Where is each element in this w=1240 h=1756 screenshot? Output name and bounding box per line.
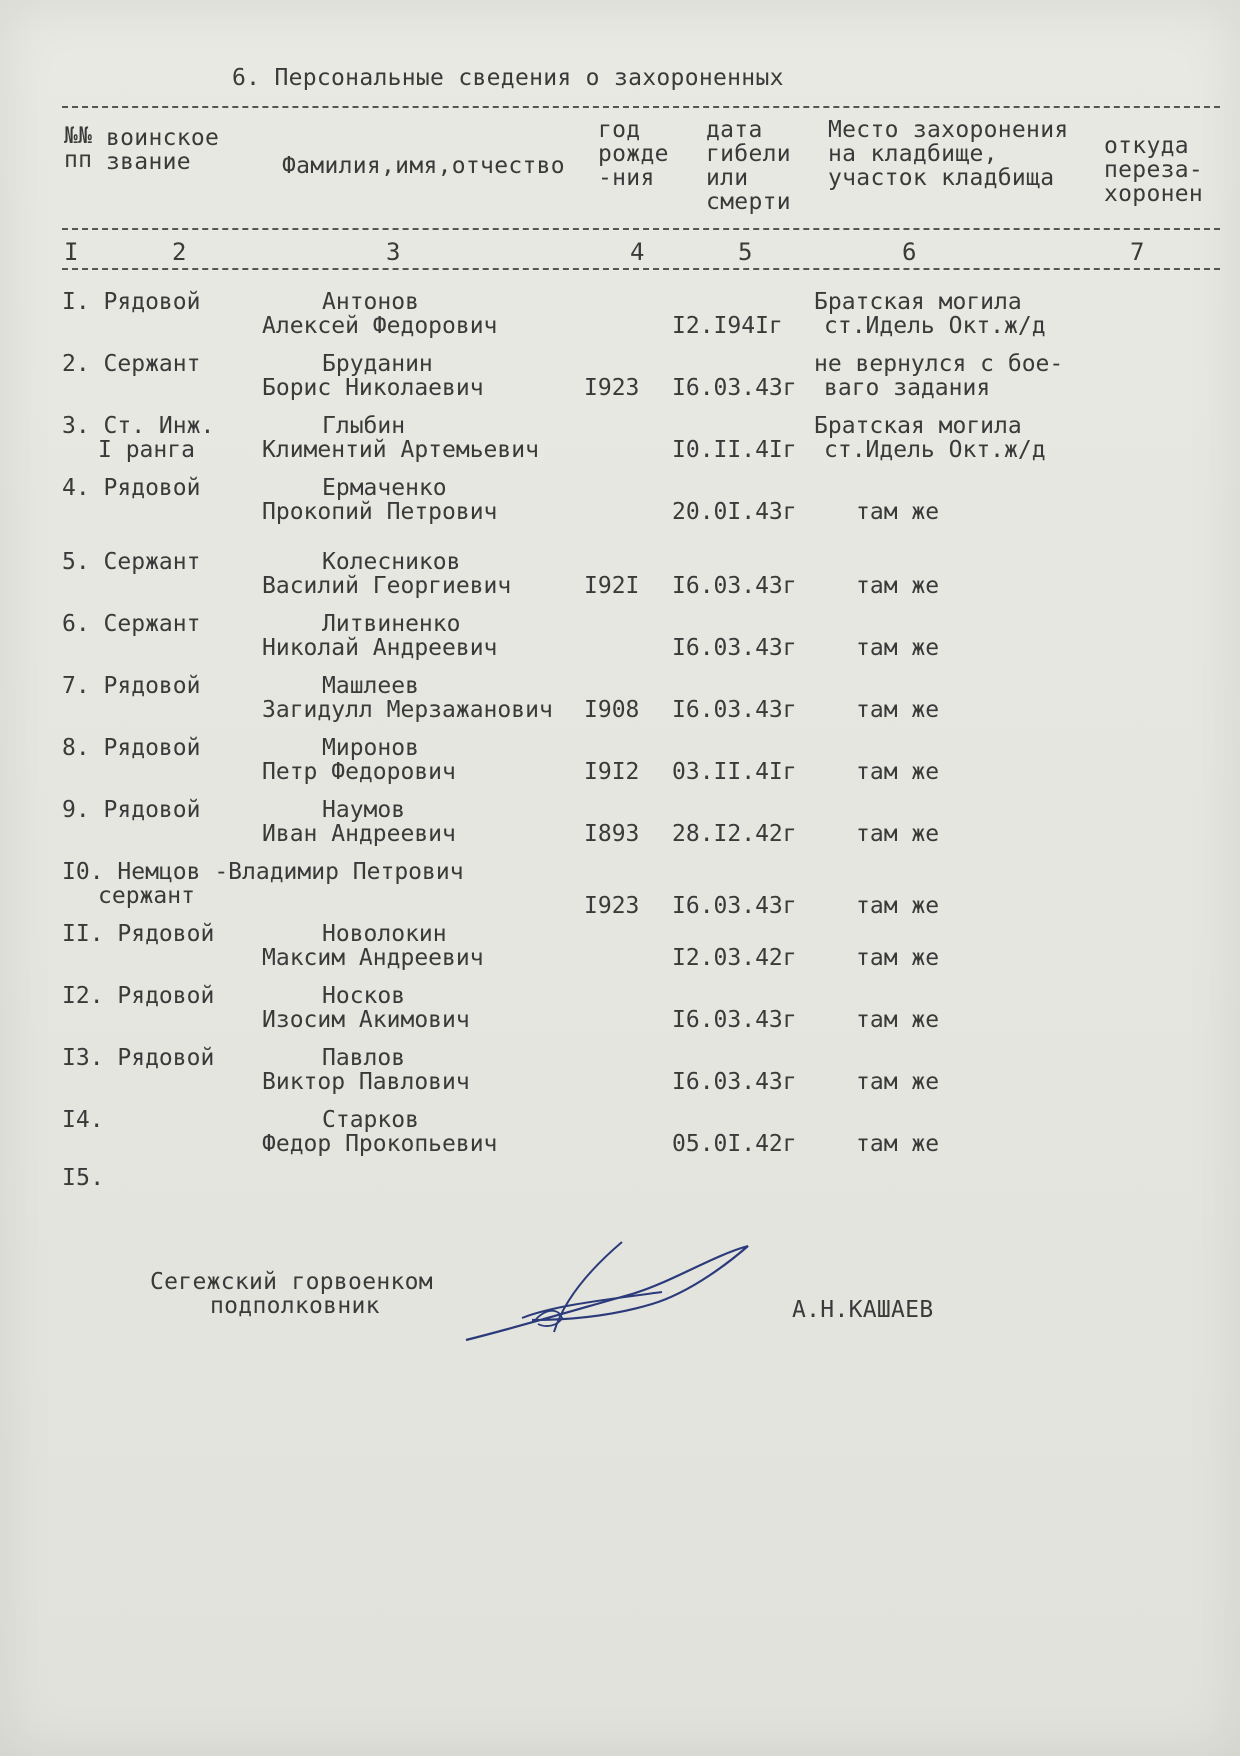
- row-rank-line2: сержант: [98, 883, 195, 909]
- footer-rank: подполковник: [210, 1293, 380, 1319]
- row-surname: Новолокин: [322, 921, 447, 947]
- row-surname: Глыбин: [322, 413, 406, 439]
- footer-office: Сегежский горвоенком: [150, 1269, 433, 1295]
- row-surname: Антонов: [322, 289, 419, 315]
- row-number-rank: 3. Ст. Инж.: [62, 413, 215, 439]
- row-name: Иван Андреевич: [262, 821, 456, 847]
- row-place-line2: ст.Идель Окт.ж/д: [824, 437, 1046, 463]
- row-surname: Миронов: [322, 735, 419, 761]
- row-number-rank: II. Рядовой: [62, 921, 215, 947]
- row-number-rank: I0. Немцов -Владимир Петрович: [62, 859, 464, 885]
- row-name: Виктор Павлович: [262, 1069, 470, 1095]
- colnum-5: 5: [738, 238, 753, 266]
- row-name: Загидулл Мерзажанович: [262, 697, 553, 723]
- row-death-date: 28.I2.42г: [672, 821, 797, 847]
- row-surname: Ермаченко: [322, 475, 447, 501]
- row-death-date: I2.03.42г: [672, 945, 797, 971]
- header-rank: воинское звание: [106, 125, 220, 175]
- signature-image: [462, 1236, 762, 1346]
- row-name: Максим Андреевич: [262, 945, 484, 971]
- rule-mid: [62, 228, 1220, 230]
- row-death-date: 03.II.4Iг: [672, 759, 797, 785]
- row-number-rank: I3. Рядовой: [62, 1045, 215, 1071]
- page-title: 6. Персональные сведения о захороненных: [232, 65, 784, 91]
- row-surname: Старков: [322, 1107, 419, 1133]
- row-place-line2: там же: [856, 893, 940, 919]
- colnum-4: 4: [630, 238, 645, 266]
- row-surname: Носков: [322, 983, 406, 1009]
- row-rank-line2: I ранга: [98, 437, 195, 463]
- row-place-line2: там же: [856, 1007, 940, 1033]
- row-place-line2: там же: [856, 821, 940, 847]
- row-place-line2: там же: [856, 945, 940, 971]
- row-death-date: I0.II.4Iг: [672, 437, 797, 463]
- row-name: Федор Прокопьевич: [262, 1131, 498, 1157]
- row-number-rank: 4. Рядовой: [62, 475, 201, 501]
- row-death-date: I2.I94Iг: [672, 313, 783, 339]
- row-surname: Литвиненко: [322, 611, 461, 637]
- row-death-date: 20.0I.43г: [672, 499, 797, 525]
- header-year: год рожде -ния: [598, 117, 669, 191]
- row-number-rank: 7. Рядовой: [62, 673, 201, 699]
- last-row-number: I5.: [62, 1165, 105, 1191]
- row-name: Борис Николаевич: [262, 375, 484, 401]
- row-place-line2: там же: [856, 759, 940, 785]
- row-birth-year: I9I2: [584, 759, 640, 785]
- row-birth-year: I923: [584, 893, 640, 919]
- header-fio: Фамилия,имя,отчество: [282, 153, 565, 179]
- row-surname: Машлеев: [322, 673, 419, 699]
- colnum-2: 2: [172, 238, 187, 266]
- row-birth-year: I92I: [584, 573, 640, 599]
- colnum-1: I: [64, 238, 79, 266]
- row-name: Николай Андреевич: [262, 635, 498, 661]
- row-death-date: I6.03.43г: [672, 697, 797, 723]
- row-name: Алексей Федорович: [262, 313, 498, 339]
- row-name: Прокопий Петрович: [262, 499, 498, 525]
- row-place-line2: там же: [856, 1131, 940, 1157]
- row-place-line1: Братская могила: [814, 413, 1022, 439]
- row-place-line2: там же: [856, 499, 940, 525]
- row-name: Климентий Артемьевич: [262, 437, 539, 463]
- row-surname: Бруданин: [322, 351, 433, 377]
- row-place-line2: там же: [856, 1069, 940, 1095]
- colnum-3: 3: [386, 238, 401, 266]
- row-name: Петр Федорович: [262, 759, 456, 785]
- row-birth-year: I893: [584, 821, 640, 847]
- colnum-7: 7: [1130, 238, 1145, 266]
- row-name: Изосим Акимович: [262, 1007, 470, 1033]
- row-number-rank: 6. Сержант: [62, 611, 201, 637]
- row-place-line1: не вернулся с бое-: [814, 351, 1064, 377]
- row-place-line2: ваго задания: [824, 375, 991, 401]
- row-death-date: I6.03.43г: [672, 573, 797, 599]
- row-place-line2: там же: [856, 697, 940, 723]
- row-death-date: I6.03.43г: [672, 635, 797, 661]
- row-number-rank: 8. Рядовой: [62, 735, 201, 761]
- rule-top: [62, 106, 1220, 108]
- rule-bottom: [62, 268, 1220, 270]
- row-death-date: I6.03.43г: [672, 1007, 797, 1033]
- row-number-rank: I2. Рядовой: [62, 983, 215, 1009]
- row-number-rank: 9. Рядовой: [62, 797, 201, 823]
- row-name: Василий Георгиевич: [262, 573, 512, 599]
- row-place-line2: там же: [856, 573, 940, 599]
- row-death-date: I6.03.43г: [672, 375, 797, 401]
- row-death-date: I6.03.43г: [672, 893, 797, 919]
- row-birth-year: I908: [584, 697, 640, 723]
- header-date: дата гибели или смерти: [706, 117, 791, 215]
- row-number-rank: I. Рядовой: [62, 289, 201, 315]
- row-birth-year: I923: [584, 375, 640, 401]
- row-surname: Колесников: [322, 549, 461, 575]
- footer-signer: А.Н.КАШАЕВ: [792, 1297, 934, 1323]
- header-from: откуда переза- хоронен: [1104, 133, 1204, 207]
- row-surname: Наумов: [322, 797, 406, 823]
- header-num: №№ пп: [64, 123, 93, 173]
- row-place-line2: там же: [856, 635, 940, 661]
- row-place-line2: ст.Идель Окт.ж/д: [824, 313, 1046, 339]
- row-death-date: 05.0I.42г: [672, 1131, 797, 1157]
- colnum-6: 6: [902, 238, 917, 266]
- row-death-date: I6.03.43г: [672, 1069, 797, 1095]
- header-place: Место захоронения на кладбище, участок кладбища: [828, 117, 1069, 191]
- row-surname: Павлов: [322, 1045, 406, 1071]
- row-place-line1: Братская могила: [814, 289, 1022, 315]
- row-number-rank: I4.: [62, 1107, 104, 1133]
- row-number-rank: 5. Сержант: [62, 549, 201, 575]
- row-number-rank: 2. Сержант: [62, 351, 201, 377]
